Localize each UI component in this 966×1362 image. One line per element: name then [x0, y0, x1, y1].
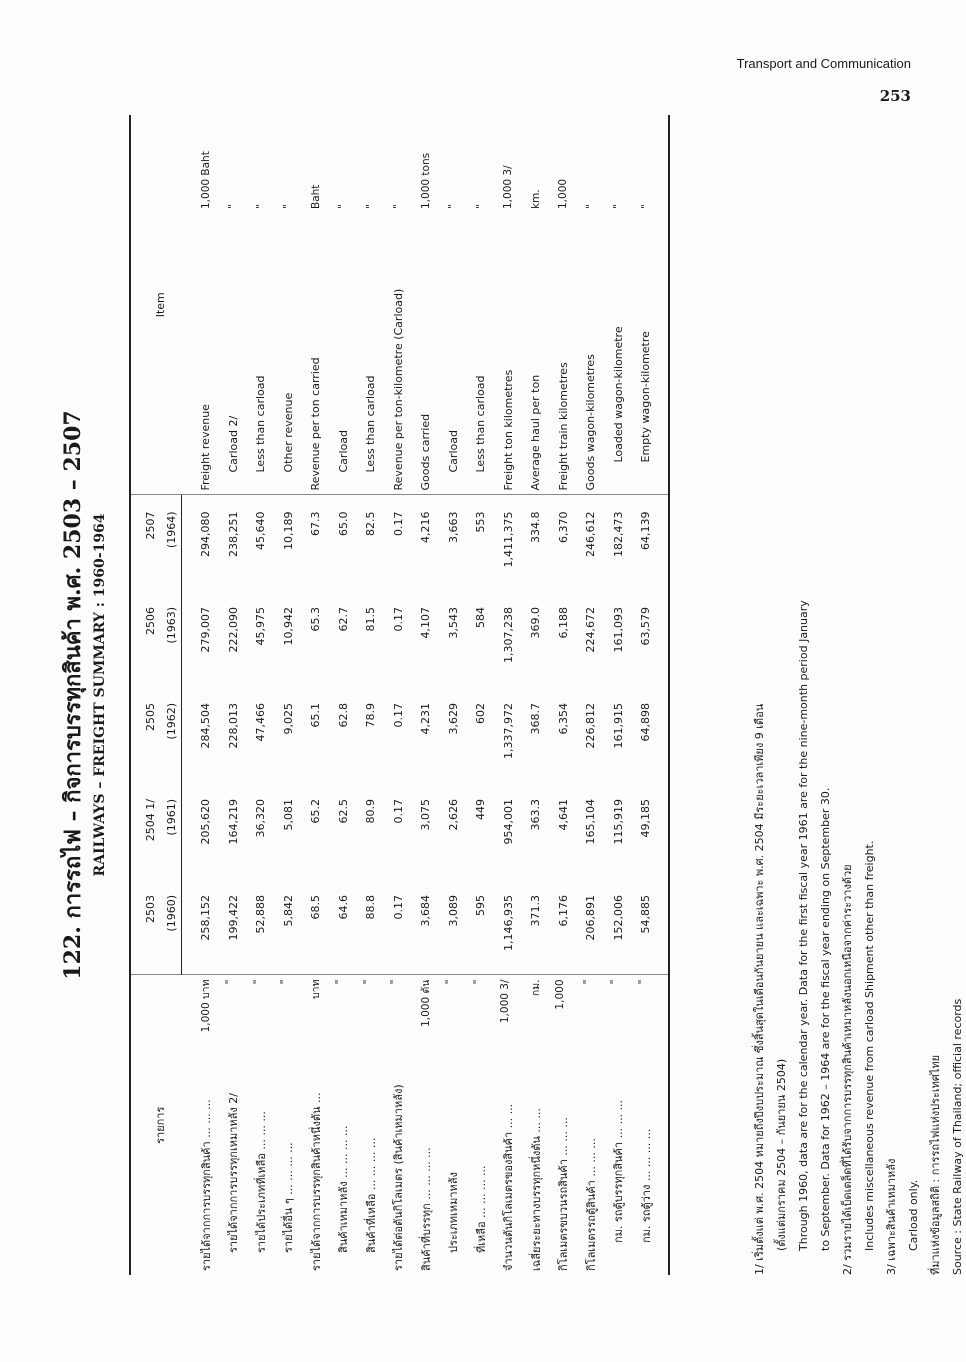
- row-label-thai-text: รายได้อื่น ๆ ... ... ... ...: [282, 1142, 296, 1253]
- value-cell: 3,089: [440, 879, 468, 975]
- year-header-ad: (1960): [161, 879, 182, 975]
- value-cell: 363.3: [529, 799, 543, 831]
- table-titles: [55, 115, 108, 1275]
- table-row: [495, 115, 523, 1275]
- row-label-thai-text: กม. รถตู้บรรทุกสินค้า ... ... ...: [612, 1099, 626, 1243]
- row-label-english: Other revenue: [275, 215, 303, 495]
- value-cell: 78.9: [364, 703, 378, 728]
- row-label-thai: [302, 975, 330, 1275]
- year-header: 2504 1/: [143, 799, 157, 842]
- row-unit-english: ": [474, 204, 487, 209]
- row-unit-thai: ": [389, 979, 402, 985]
- value-cell: 246,612: [584, 511, 598, 557]
- value-cell: 258,152: [182, 879, 220, 975]
- row-label-thai: [605, 975, 633, 1275]
- value-cell: 226,812: [584, 703, 598, 749]
- row-label-thai-text: กิโลเมตรรถตู้สินค้า ... ... ...: [584, 1138, 598, 1271]
- value-cell: 553: [474, 511, 488, 533]
- row-unit-thai: ": [636, 979, 649, 985]
- value-cell: 206,891: [577, 879, 605, 975]
- freight-summary-table: [129, 115, 670, 1275]
- row-unit-thai: ": [444, 979, 457, 985]
- row-label-english: Less than carload: [247, 215, 275, 495]
- value-cell: 164,219: [226, 799, 240, 845]
- value-cell: 45,975: [254, 607, 268, 646]
- value-cell: 4,107: [419, 607, 433, 639]
- row-unit-thai: ": [581, 979, 594, 985]
- value-cell: 199,422: [220, 879, 248, 975]
- row-unit-english: km.: [529, 189, 542, 209]
- value-cell: 228,013: [226, 703, 240, 749]
- value-cell: 3,543: [446, 607, 460, 639]
- value-cell: 63,579: [639, 607, 653, 646]
- year-header-ad: (1963): [161, 591, 182, 687]
- value-cell: 81.5: [364, 607, 378, 632]
- source-thai: ที่มาแห่งข้อมูลสถิติ : การรถไฟแห่งประเทศไทย: [929, 1054, 942, 1275]
- value-cell: 115,919: [611, 799, 625, 845]
- value-cell: 161,093: [611, 607, 625, 653]
- row-label-english: Goods wagon-kilometres: [577, 215, 605, 495]
- value-cell: 47,466: [254, 703, 268, 742]
- row-label-thai-text: รายได้จากการบรรทุกสินค้าหนึ่งตัน ...: [309, 1092, 323, 1271]
- year-header: 2505: [143, 703, 157, 731]
- value-cell: 5,081: [281, 799, 295, 831]
- table-row: [412, 115, 440, 1275]
- row-unit-english: ": [254, 204, 267, 209]
- value-cell: 182,473: [611, 511, 625, 557]
- row-label-english: Empty wagon-kilometre: [632, 215, 669, 495]
- value-cell: 0.17: [391, 607, 405, 632]
- row-unit-thai: 1,000: [554, 979, 567, 1010]
- value-cell: 6,370: [556, 511, 570, 543]
- value-cell: 4,216: [419, 511, 433, 543]
- value-cell: 205,620: [199, 799, 213, 845]
- page-number: 253: [879, 87, 911, 105]
- row-unit-thai: ": [361, 979, 374, 985]
- row-label-thai: [495, 975, 523, 1275]
- value-cell: 65.1: [309, 703, 323, 728]
- table-row: [220, 115, 248, 1275]
- year-header: 2507: [143, 511, 157, 540]
- row-label-thai-text: จำนวนตันกิโลเมตรของสินค้า ... ...: [502, 1103, 516, 1271]
- rotated-table-block: [55, 115, 964, 1275]
- value-cell: 1,307,238: [501, 607, 515, 663]
- row-label-thai-text: ประเภทเหมาหลัง: [447, 1172, 461, 1253]
- section-label: Transport and Communication: [736, 56, 911, 71]
- value-cell: 3,684: [412, 879, 440, 975]
- value-cell: 36,320: [254, 799, 268, 838]
- row-unit-english: ": [364, 204, 377, 209]
- value-cell: 65.2: [309, 799, 323, 824]
- footnote-1-thai: 1/ เริ่มตั้งแต่ พ.ศ. 2504 หมายถึงปีงบประมาณ ซึ่งสิ้นสุดในเดือนกันยายน และเฉพาะ พ.ศ. 2504 มีระยะเวลาเพียง 9 เดือน: [753, 703, 766, 1275]
- footnote-2-thai: 2/ รวมรายได้เบ็ดเตล็ดที่ได้รับจากการบรรทุกสินค้าเหมาหลังนอกเหนือจากค่าระวางด้วย: [841, 864, 854, 1275]
- value-cell: 449: [474, 799, 488, 820]
- source-english: Source : State Railway of Thailand; official records: [951, 998, 964, 1275]
- row-label-english: Freight train kilometres: [550, 215, 578, 495]
- row-label-english: Freight ton kilometres: [495, 215, 523, 495]
- row-unit-english: ": [447, 204, 460, 209]
- row-label-thai: [522, 975, 550, 1275]
- table-row: [577, 115, 605, 1275]
- value-cell: 62.7: [336, 607, 350, 632]
- year-header: 2503: [130, 879, 161, 975]
- row-label-thai-text: สินค้าเหมาหลัง ... ... ... ...: [337, 1125, 351, 1253]
- value-cell: 64,139: [639, 511, 653, 550]
- row-label-thai: [220, 975, 248, 1275]
- value-cell: 4,641: [556, 799, 570, 831]
- row-unit-thai: ": [251, 979, 264, 985]
- table-row: [247, 115, 275, 1275]
- value-cell: 6,176: [550, 879, 578, 975]
- row-label-english: Less than carload: [467, 215, 495, 495]
- table-row: [385, 115, 413, 1275]
- row-label-english: Revenue per ton carried: [302, 215, 330, 495]
- value-cell: 3,075: [419, 799, 433, 831]
- row-unit-english: 1,000 3/: [502, 165, 515, 209]
- footnote-1-thai-period: (ตั้งแต่มกราคม 2504 – กันยายน 2504): [775, 1058, 788, 1251]
- row-label-thai: [357, 975, 385, 1275]
- value-cell: 10,189: [281, 511, 295, 550]
- table-row: [275, 115, 303, 1275]
- row-label-thai-text: กิโลเมตรขบวนรถสินค้า ... ... ...: [557, 1117, 571, 1271]
- value-cell: 165,104: [584, 799, 598, 845]
- row-label-thai: [577, 975, 605, 1275]
- row-label-english: Loaded wagon-kilometre: [605, 215, 633, 495]
- row-label-thai-text: รายได้จากการบรรทุกสินค้า ... ... ...: [199, 1099, 213, 1271]
- row-label-thai: [412, 975, 440, 1275]
- table-title-thai: 122. การรถไฟ – กิจการบรรทุกสินค้า พ.ศ. 2503 – 2507: [60, 410, 86, 980]
- row-unit-english: ": [337, 204, 350, 209]
- row-label-thai: [275, 975, 303, 1275]
- value-cell: 67.3: [309, 511, 323, 536]
- year-header-ad: (1964): [161, 495, 182, 591]
- value-cell: 65.0: [336, 511, 350, 536]
- page-header: [737, 56, 911, 105]
- footnote-1-english: Through 1960, data are for the calendar year. Data for the first fiscal year 1961 are for the nine-month period January: [797, 600, 810, 1251]
- value-cell: 2,626: [446, 799, 460, 831]
- value-cell: 6,188: [556, 607, 570, 639]
- row-label-thai: [247, 975, 275, 1275]
- row-unit-thai: 1,000 3/: [499, 979, 512, 1024]
- table-row: [302, 115, 330, 1275]
- value-cell: 1,337,972: [501, 703, 515, 759]
- row-label-thai-text: รายได้จากการบรรทุกเหมาหลัง 2/: [227, 1093, 241, 1253]
- row-label-thai-text: รายได้ต่อตันกิโลเมตร (สินค้าเหมาหลัง): [392, 1084, 406, 1271]
- row-unit-english: ": [392, 204, 405, 209]
- row-label-thai: [550, 975, 578, 1275]
- value-cell: 80.9: [364, 799, 378, 824]
- value-cell: 52,888: [247, 879, 275, 975]
- value-cell: 45,640: [254, 511, 268, 550]
- value-cell: 334.8: [529, 511, 543, 543]
- value-cell: 9,025: [281, 703, 295, 735]
- row-unit-thai: 1,000 ตัน: [419, 979, 432, 1027]
- row-label-english: Carload 2/: [220, 215, 248, 495]
- row-label-thai: [467, 975, 495, 1275]
- row-unit-english: 1,000: [557, 178, 570, 209]
- value-cell: 4,231: [419, 703, 433, 735]
- row-unit-thai: 1,000 บาท: [199, 979, 212, 1033]
- row-unit-thai: บาท: [309, 979, 322, 999]
- row-label-thai-text: กม. รถตู้ว่าง ... ... ... ...: [639, 1128, 653, 1243]
- row-unit-english: 1,000 Baht: [199, 151, 212, 209]
- row-label-thai-text: สินค้าที่บรรทุก ... ... ... ...: [419, 1147, 433, 1271]
- row-label-thai-text: รายได้ประเภทที่เหลือ ... ... ...: [254, 1111, 268, 1253]
- row-unit-thai: ": [224, 979, 237, 985]
- row-unit-english: ": [282, 204, 295, 209]
- row-unit-english: ": [584, 204, 597, 209]
- value-cell: 62.5: [336, 799, 350, 824]
- value-cell: 10,942: [281, 607, 295, 646]
- row-unit-thai: ": [609, 979, 622, 985]
- value-cell: 224,672: [584, 607, 598, 653]
- table-row: [550, 115, 578, 1275]
- table-row: [522, 115, 550, 1275]
- value-cell: 584: [474, 607, 488, 628]
- value-cell: 82.5: [364, 511, 378, 536]
- value-cell: 161,915: [611, 703, 625, 749]
- row-label-english: Carload: [440, 215, 468, 495]
- value-cell: 371.3: [522, 879, 550, 975]
- value-cell: 62.8: [336, 703, 350, 728]
- footnote-3-english: Carload only.: [907, 1179, 920, 1251]
- value-cell: 368.7: [529, 703, 543, 735]
- footnote-1-english-cont: to September. Data for 1962 – 1964 are for the fiscal year ending on September 30.: [819, 787, 832, 1251]
- row-label-english: Less than carload: [357, 215, 385, 495]
- row-unit-english: 1,000 tons: [419, 152, 432, 209]
- table-title-english: RAILWAYS – FREIGHT SUMMARY : 1960-1964: [92, 513, 108, 877]
- row-label-english: Revenue per ton-kilometre (Carload): [385, 215, 413, 495]
- value-cell: 0.17: [391, 511, 405, 536]
- value-cell: 88.8: [357, 879, 385, 975]
- row-label-english: Carload: [330, 215, 358, 495]
- year-header-ad: (1962): [161, 687, 182, 783]
- row-unit-english: ": [612, 204, 625, 209]
- row-label-english: Freight revenue: [182, 215, 220, 495]
- row-unit-thai: กม.: [529, 979, 542, 997]
- row-unit-english: ": [639, 204, 652, 209]
- footnote-2-english: Includes miscellaneous revenue from carload Shipment other than freight.: [863, 840, 876, 1251]
- table-row: [605, 115, 633, 1275]
- table-row: [440, 115, 468, 1275]
- row-unit-thai: ": [334, 979, 347, 985]
- value-cell: 294,080: [199, 511, 213, 557]
- row-label-thai: [182, 975, 220, 1275]
- value-cell: 369.0: [529, 607, 543, 639]
- row-label-thai: [385, 975, 413, 1275]
- value-cell: 64,898: [639, 703, 653, 742]
- row-label-thai: [632, 975, 669, 1275]
- value-cell: 152,006: [605, 879, 633, 975]
- row-unit-thai: ": [279, 979, 292, 985]
- value-cell: 3,629: [446, 703, 460, 735]
- table-row: [632, 115, 669, 1275]
- row-label-thai-text: เฉลี่ยระยะทางบรรทุกหนึ่งตัน ... ...: [529, 1108, 543, 1271]
- value-cell: 1,146,935: [495, 879, 523, 975]
- value-cell: 602: [474, 703, 488, 724]
- footnote-3-thai: 3/ เฉพาะสินค้าเหมาหลัง: [885, 1158, 898, 1275]
- row-unit-english: ": [227, 204, 240, 209]
- year-header-ad: (1961): [161, 783, 182, 879]
- value-cell: 284,504: [199, 703, 213, 749]
- value-cell: 0.17: [391, 703, 405, 728]
- table-row: [330, 115, 358, 1275]
- row-label-thai: [330, 975, 358, 1275]
- row-label-thai-text: สินค้าที่เหลือ ... ... ... ...: [364, 1137, 378, 1253]
- value-cell: 6,354: [556, 703, 570, 735]
- value-cell: 0.17: [391, 799, 405, 824]
- value-cell: 68.5: [302, 879, 330, 975]
- row-unit-english: Baht: [309, 184, 322, 209]
- value-cell: 64.6: [330, 879, 358, 975]
- value-cell: 595: [467, 879, 495, 975]
- value-cell: 1,411,375: [501, 511, 515, 568]
- row-label-thai: [440, 975, 468, 1275]
- row-unit-thai: ": [471, 979, 484, 985]
- value-cell: 279,007: [199, 607, 213, 653]
- value-cell: 54,885: [632, 879, 669, 975]
- column-header-thai: รายการ: [154, 1106, 168, 1144]
- table-row: [467, 115, 495, 1275]
- table-row: [182, 115, 220, 1275]
- row-label-english: Goods carried: [412, 215, 440, 495]
- value-cell: 5,842: [275, 879, 303, 975]
- value-cell: 238,251: [226, 511, 240, 557]
- row-label-english: Average haul per ton: [522, 215, 550, 495]
- value-cell: 3,663: [446, 511, 460, 543]
- value-cell: 222,090: [226, 607, 240, 653]
- value-cell: 954,001: [501, 799, 515, 845]
- row-label-thai-text: ที่เหลือ ... ... ... ...: [474, 1165, 488, 1253]
- column-header-item: Item: [130, 115, 182, 495]
- value-cell: 49,185: [639, 799, 653, 838]
- table-row: [357, 115, 385, 1275]
- value-cell: 0.17: [385, 879, 413, 975]
- footnotes: [749, 115, 966, 1275]
- year-header: 2506: [143, 607, 157, 635]
- value-cell: 65.3: [309, 607, 323, 632]
